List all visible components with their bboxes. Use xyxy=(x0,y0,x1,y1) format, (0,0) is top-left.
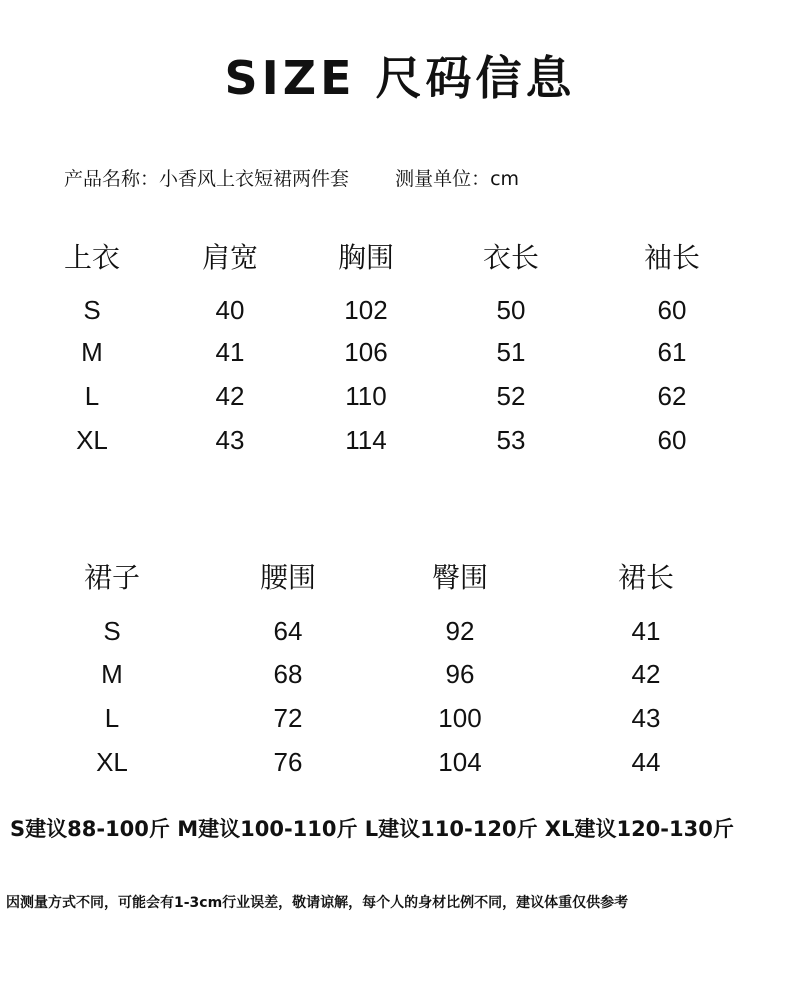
measurement-value: 64 xyxy=(273,616,303,646)
measurement-value: 104 xyxy=(438,747,482,777)
top-table-header: 衣长 xyxy=(482,241,540,274)
measurement-value: 51 xyxy=(496,337,526,367)
measurement-value: 41 xyxy=(631,616,661,646)
size-label: L xyxy=(104,703,120,733)
size-label: M xyxy=(81,337,103,367)
measurement-value: 43 xyxy=(215,425,245,455)
measurement-value: 62 xyxy=(657,381,687,411)
measurement-unit: 测量单位：cm xyxy=(395,168,520,190)
top-table-header: 上衣 xyxy=(63,241,121,274)
size-label: XL xyxy=(96,747,128,777)
size-label: S xyxy=(83,295,101,325)
measurement-value: 61 xyxy=(657,337,687,367)
page-title: SIZE 尺码信息 xyxy=(224,51,576,105)
measurement-value: 106 xyxy=(344,337,388,367)
measurement-value: 76 xyxy=(273,747,303,777)
measurement-value: 53 xyxy=(496,425,526,455)
measurement-value: 100 xyxy=(438,703,482,733)
size-label: M xyxy=(101,659,123,689)
measurement-value: 60 xyxy=(657,295,687,325)
footnote: 因测量方式不同，可能会有1-3cm行业误差，敬请谅解，每个人的身材比例不同，建议体重仅供参考 xyxy=(6,895,629,911)
top-table-header: 肩宽 xyxy=(201,241,259,274)
measurement-value: 60 xyxy=(657,425,687,455)
measurement-value: 92 xyxy=(445,616,475,646)
skirt-table-header: 腰围 xyxy=(259,561,317,594)
measurement-value: 42 xyxy=(631,659,661,689)
measurement-value: 50 xyxy=(496,295,526,325)
measurement-value: 110 xyxy=(345,381,387,411)
measurement-value: 40 xyxy=(215,295,245,325)
product-name: 产品名称：小香风上衣短裙两件套 xyxy=(64,168,350,190)
size-label: XL xyxy=(76,425,108,455)
measurement-value: 96 xyxy=(445,659,475,689)
top-table-header: 袖长 xyxy=(643,241,701,274)
measurement-value: 44 xyxy=(631,747,661,777)
size-recommendation: S建议88-100斤 M建议100-110斤 L建议110-120斤 XL建议120-130斤 xyxy=(10,817,734,841)
size-label: S xyxy=(103,616,121,646)
measurement-value: 42 xyxy=(215,381,245,411)
measurement-value: 43 xyxy=(631,703,661,733)
measurement-value: 41 xyxy=(215,337,245,367)
skirt-table-header: 裙子 xyxy=(83,561,141,594)
measurement-value: 68 xyxy=(273,659,303,689)
measurement-value: 72 xyxy=(273,703,303,733)
skirt-table-header: 裙长 xyxy=(617,561,675,594)
measurement-value: 102 xyxy=(344,295,388,325)
size-label: L xyxy=(84,381,100,411)
top-table-header: 胸围 xyxy=(337,241,395,274)
product-info-line xyxy=(64,166,519,192)
measurement-value: 52 xyxy=(496,381,526,411)
measurement-value: 114 xyxy=(345,425,387,455)
skirt-table-header: 臀围 xyxy=(431,561,489,594)
